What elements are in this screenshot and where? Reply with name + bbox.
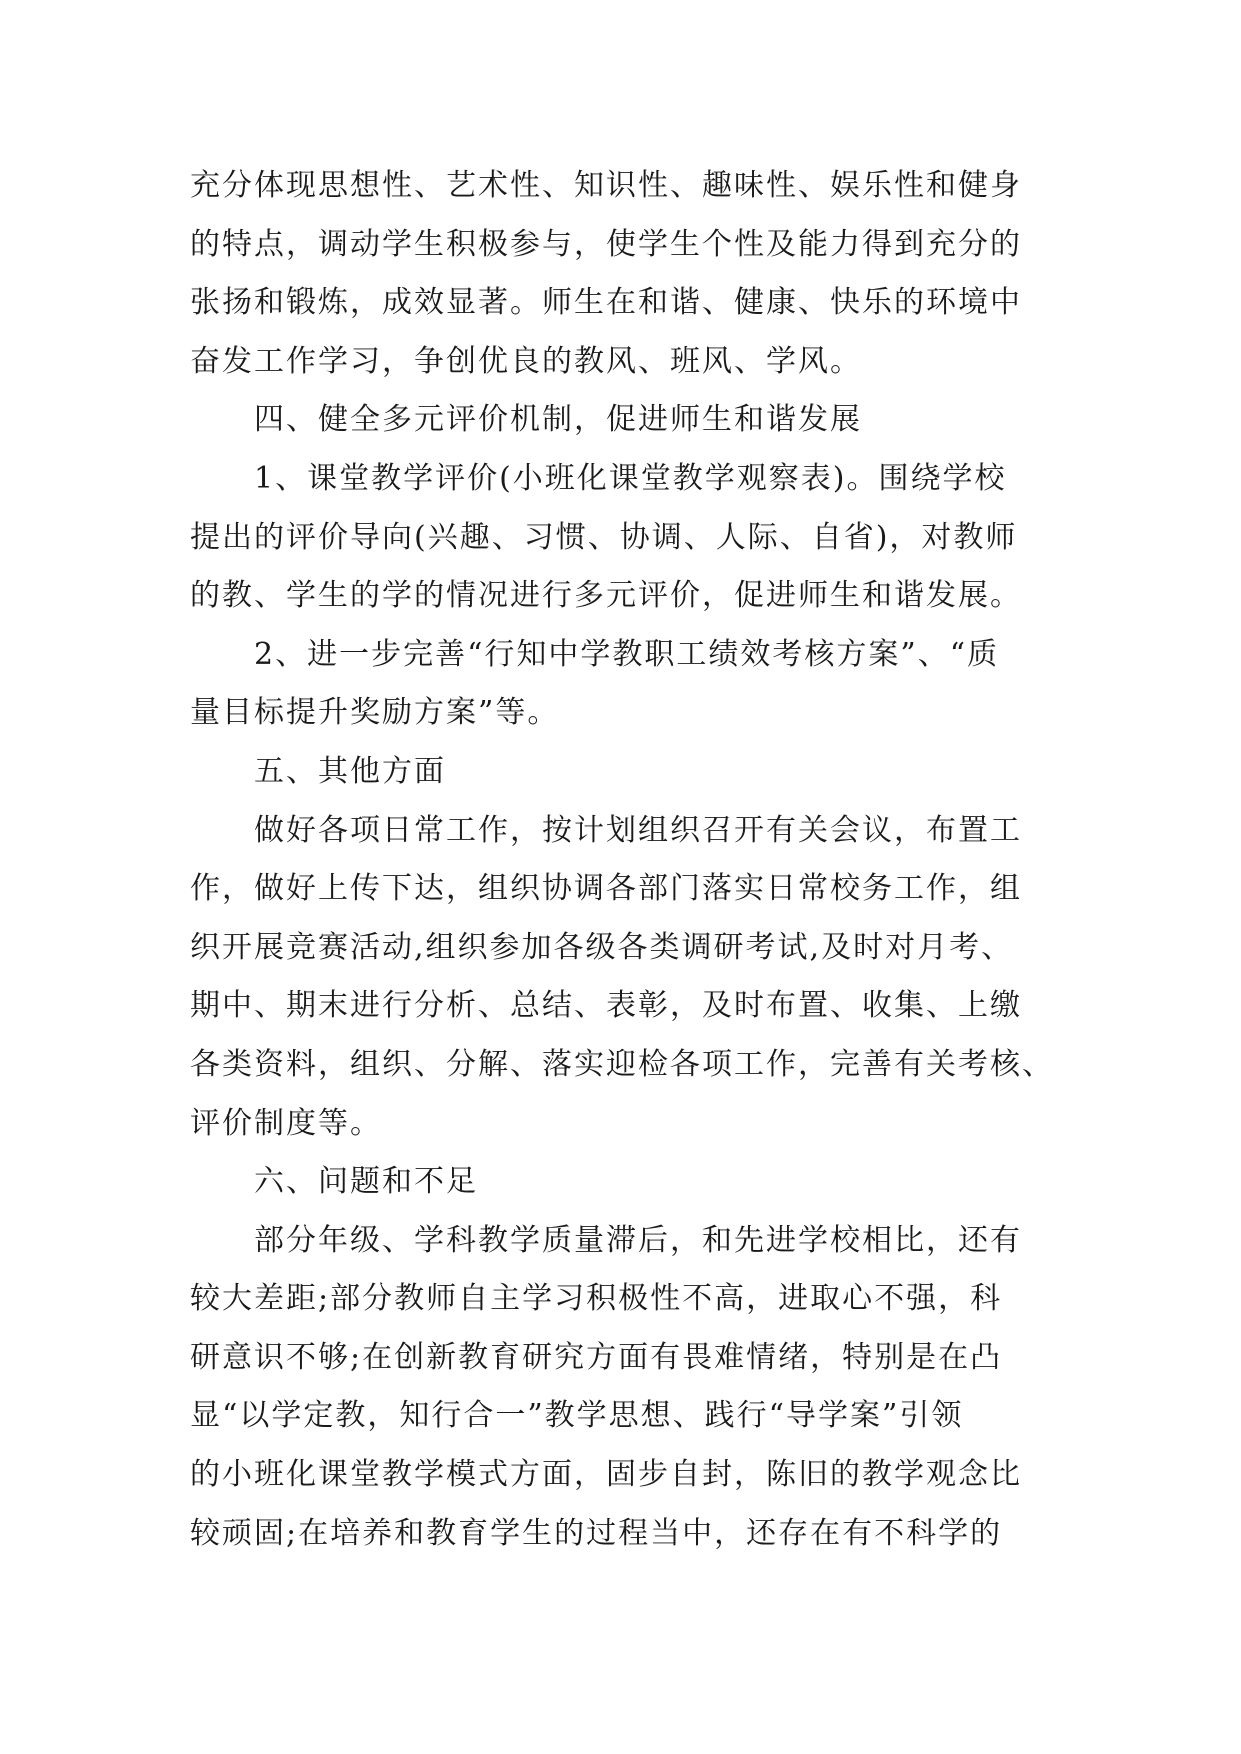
section-heading-5: 五、其他方面 xyxy=(254,753,446,789)
text-line-23: 的小班化课堂教学模式方面，固步自封，陈旧的教学观念比 xyxy=(190,1457,1022,1493)
text-line-9: 2、进一步完善“行知中学教职工绩效考核方案”、“质 xyxy=(254,636,1000,672)
document-body xyxy=(190,157,1074,1563)
text-line-10: 量目标提升奖励方案”等。 xyxy=(190,695,560,731)
text-line-1: 充分体现思想性、艺术性、知识性、趣味性、娱乐性和健身 xyxy=(190,168,1022,203)
text-line-17: 评价制度等。 xyxy=(190,1105,382,1141)
text-line-24: 较顽固;在培养和教育学生的过程当中，还存在有不科学的 xyxy=(190,1515,1003,1551)
text-line-21: 研意识不够;在创新教育研究方面有畏难情绪，特别是在凸 xyxy=(190,1339,1003,1375)
text-line-7: 提出的评价导向(兴趣、习惯、协调、人际、自省)，对教师 xyxy=(190,519,1018,555)
text-line-2: 的特点，调动学生积极参与，使学生个性及能力得到充分的 xyxy=(190,226,1022,262)
text-line-4: 奋发工作学习，争创优良的教风、班风、学风。 xyxy=(190,343,862,379)
text-line-20: 较大差距;部分教师自主学习积极性不高，进取心不强，科 xyxy=(190,1281,1003,1317)
text-line-15: 期中、期末进行分析、总结、表彰，及时布置、收集、上缴 xyxy=(190,988,1022,1024)
text-line-3: 张扬和锻炼，成效显著。师生在和谐、健康、快乐的环境中 xyxy=(190,285,1022,321)
text-line-6: 1、课堂教学评价(小班化课堂教学观察表)。围绕学校 xyxy=(254,460,1007,496)
text-line-8: 的教、学生的学的情况进行多元评价，促进师生和谐发展。 xyxy=(190,578,1022,614)
text-line-13: 作，做好上传下达，组织协调各部门落实日常校务工作，组 xyxy=(190,871,1022,907)
text-line-19: 部分年级、学科教学质量滞后，和先进学校相比，还有 xyxy=(254,1222,1022,1258)
text-line-22: 显“以学定教，知行合一”教学思想、践行“导学案”引领 xyxy=(190,1398,964,1434)
section-heading-4: 四、健全多元评价机制，促进师生和谐发展 xyxy=(254,402,862,438)
text-line-16: 各类资料，组织、分解、落实迎检各项工作，完善有关考核、 xyxy=(190,1046,1054,1082)
text-line-12: 做好各项日常工作，按计划组织召开有关会议，布置工 xyxy=(254,812,1022,848)
section-heading-6: 六、问题和不足 xyxy=(254,1164,478,1200)
text-line-14: 织开展竞赛活动,组织参加各级各类调研考试,及时对月考、 xyxy=(190,929,1014,965)
